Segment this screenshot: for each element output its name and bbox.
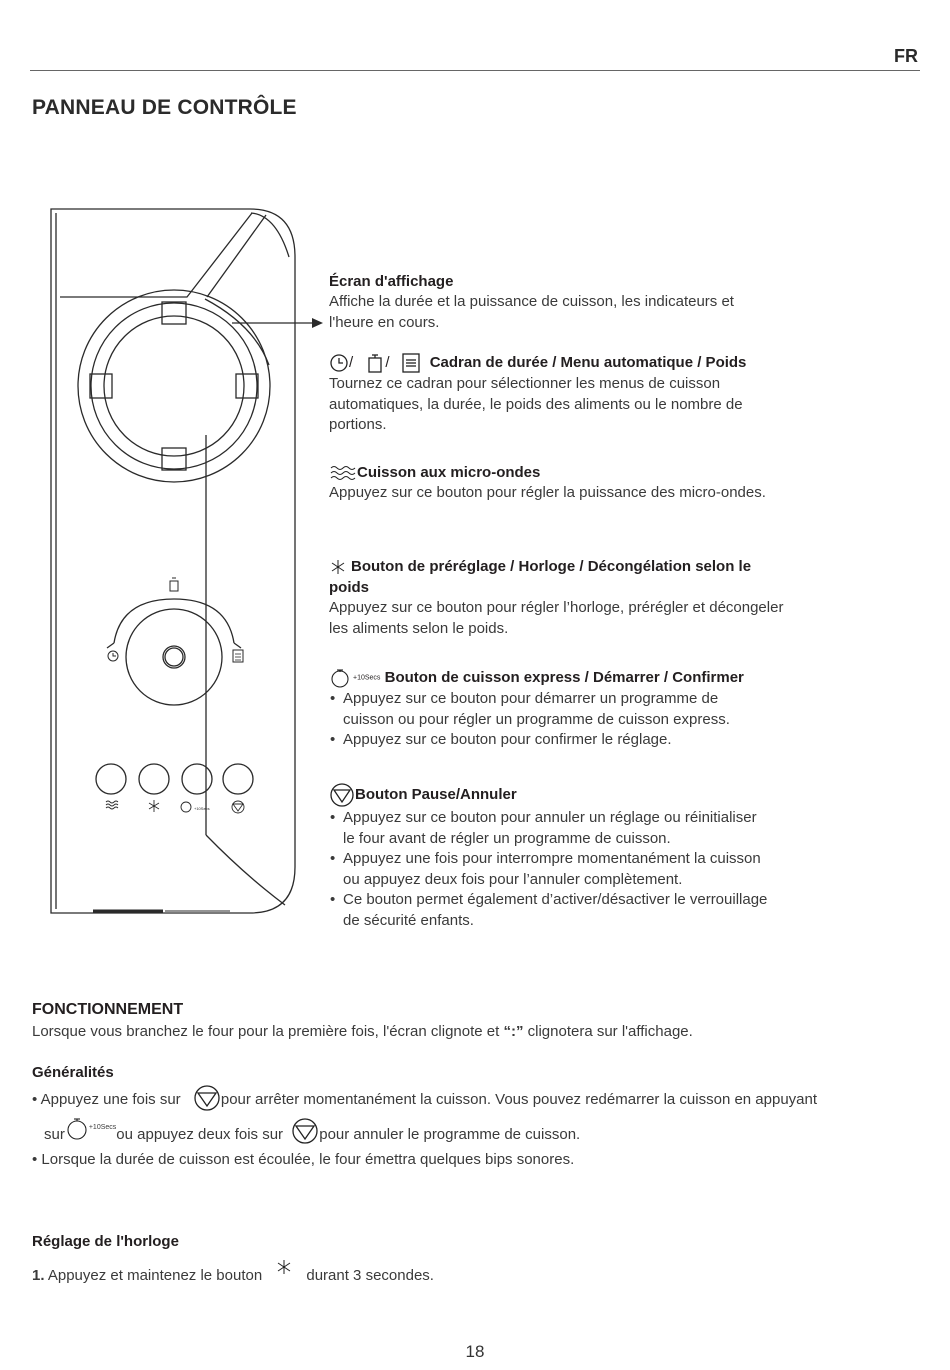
section-title: Écran d'affichage: [329, 273, 454, 290]
stop-cancel-icon: [329, 782, 355, 808]
microwave-icon: [329, 463, 357, 483]
general-text: Lorsque la durée de cuisson est écoulée, le four émettra quelques bips sonores.: [41, 1151, 575, 1168]
operation-intro: [32, 1023, 912, 1040]
intro-text: clignotera sur l'affichage.: [523, 1023, 693, 1040]
general-text: ou appuyez deux fois sur: [116, 1126, 284, 1143]
section-display: [329, 271, 774, 333]
page-number: 18: [465, 1342, 485, 1361]
general-text: pour annuler le programme de cuisson.: [319, 1126, 581, 1143]
slash-separator: /: [385, 354, 390, 371]
stop-cancel-icon: [291, 1117, 319, 1145]
list-item: • Ce bouton permet également d’activer/désactiver le verrouillage de sécurité enfants.: [329, 890, 769, 931]
section-text: Appuyez sur ce bouton pour régler l’horloge, prérégler et décongeler les aliments selon le poids.: [329, 599, 784, 637]
clock-title: Réglage de l'horloge: [32, 1233, 179, 1250]
section-dial: [329, 352, 779, 436]
express-start-icon: [329, 667, 353, 689]
section-microwave: [329, 462, 774, 504]
clock-step-1: [32, 1258, 434, 1284]
section-text: Tournez ce cadran pour sélectionner les menus de cuisson automatiques, la durée, le poids des aliments ou le nombre de portions.: [329, 375, 743, 434]
defrost-icon: [274, 1258, 294, 1278]
express-label: +10Secs: [88, 1124, 117, 1131]
control-buttons: [96, 764, 253, 813]
section-title: Bouton Pause/Annuler: [355, 785, 517, 803]
section-stop: [329, 782, 779, 931]
header-rule: [30, 70, 920, 71]
section-title: Bouton de préréglage / Horloge / Décongélation selon le poids: [329, 558, 752, 596]
intro-text: Lorsque vous branchez le four pour la première fois, l'écran clignote et: [32, 1023, 504, 1040]
step-number: 1.: [32, 1267, 45, 1284]
page-title: PANNEAU DE CONTRÔLE: [32, 96, 297, 119]
control-panel-diagram: [45, 205, 335, 925]
general-line-3: • Lorsque la durée de cuisson est écoulée, le four émettra quelques bips sonores.: [32, 1151, 575, 1168]
express-label: +10Secs: [194, 806, 210, 811]
list-item: • Appuyez sur ce bouton pour annuler un réglage ou réinitialiser le four avant de régler un programme de cuisson.: [329, 808, 769, 849]
display-arrow: [232, 315, 324, 331]
general-line-1: • Appuyez une fois sur pour arrêter momentanément la cuisson. Vous pouvez redémarrer la cuisson en appuyant: [32, 1084, 922, 1112]
section-text: Affiche la durée et la puissance de cuisson, les indicateurs et l'heure en cours.: [329, 293, 734, 331]
general-text: pour arrêter momentanément la cuisson. Vous pouvez redémarrer la cuisson en appuyant: [220, 1091, 818, 1108]
operation-title: FONCTIONNEMENT: [32, 1001, 184, 1018]
stop-cancel-icon: [193, 1084, 221, 1112]
general-text: sur: [44, 1126, 65, 1143]
general-text: Appuyez une fois sur: [40, 1091, 181, 1108]
list-item: • Appuyez sur ce bouton pour démarrer un programme de cuisson ou pour régler un programme de cuisson express.: [329, 689, 759, 730]
slash-separator: /: [349, 354, 354, 371]
step-text: durant 3 secondes.: [306, 1267, 434, 1284]
time-weight-dial: [107, 578, 243, 705]
step-text: Appuyez et maintenez le bouton: [47, 1267, 263, 1284]
section-text: Appuyez sur ce bouton pour régler la puissance des micro-ondes.: [329, 484, 766, 502]
express-start-icon: [65, 1117, 89, 1141]
section-preset: [329, 556, 784, 639]
weight-icon: [365, 352, 385, 374]
language-code: FR: [894, 46, 918, 66]
clock-icon: [329, 353, 349, 373]
list-item: • Appuyez sur ce bouton pour confirmer le réglage.: [329, 730, 759, 751]
section-express: [329, 667, 779, 751]
list-item: • Appuyez une fois pour interrompre momentanément la cuisson ou appuyez deux fois pour l’annuler complètement.: [329, 849, 769, 890]
colon-symbol: “:”: [503, 1023, 524, 1040]
express-label: +10Secs: [353, 674, 381, 682]
defrost-icon: [329, 558, 347, 576]
general-line-2: [44, 1117, 924, 1145]
section-title: Bouton de cuisson express / Démarrer / Confirmer: [384, 669, 744, 686]
section-title: Cadran de durée / Menu automatique / Poids: [429, 354, 747, 371]
section-title: Cuisson aux micro-ondes: [357, 464, 541, 481]
auto-menu-icon: [400, 352, 422, 374]
general-title: Généralités: [32, 1064, 114, 1081]
